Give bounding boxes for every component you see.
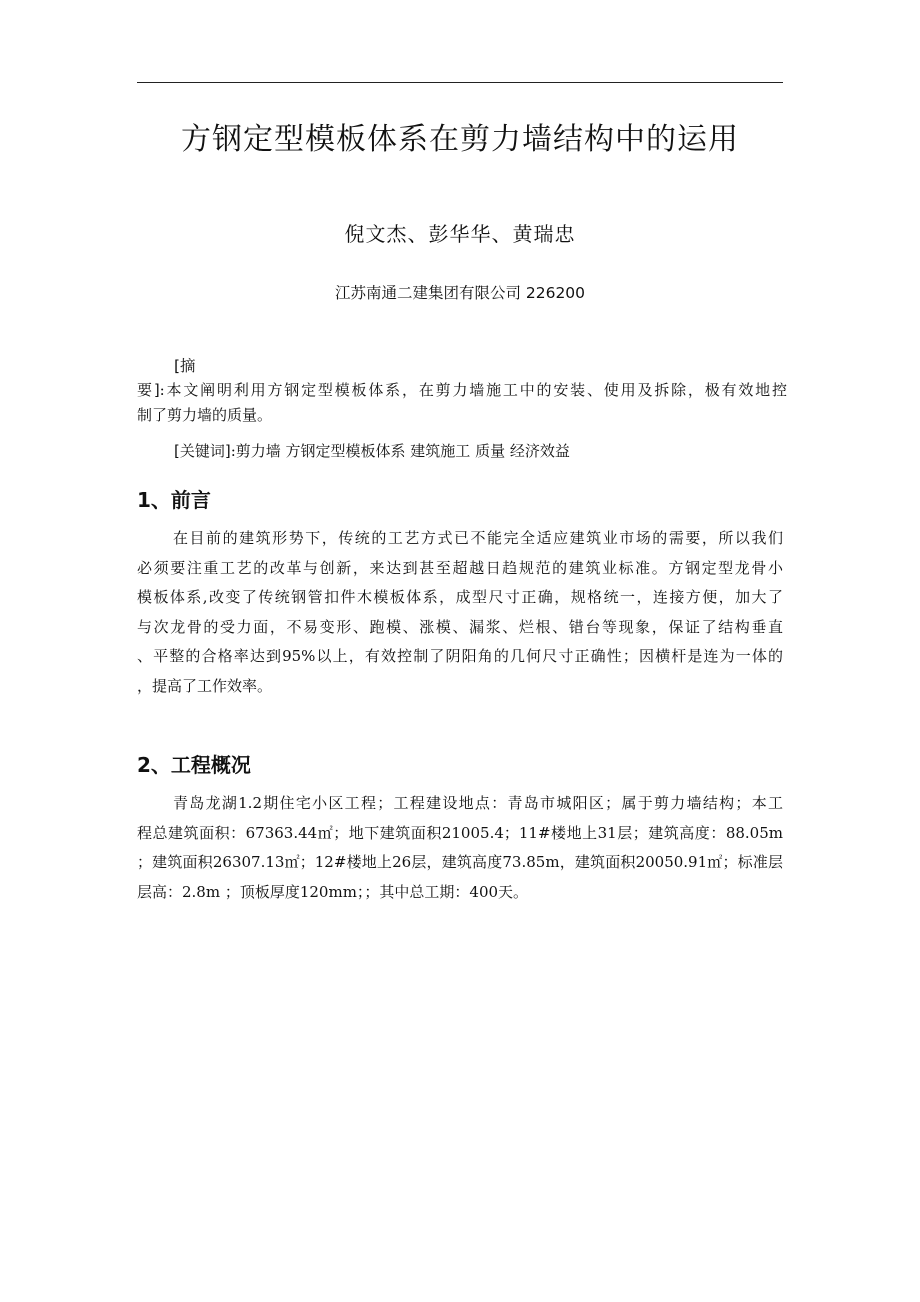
- paragraph-line: 层高：2.8m ；顶板厚度120mm；；其中总工期：400天。: [137, 882, 529, 901]
- paper-title: 方钢定型模板体系在剪力墙结构中的运用: [181, 122, 739, 157]
- keywords: [174, 440, 570, 461]
- paragraph-line: 青岛龙湖1.2期住宅小区工程；工程建设地点：青岛市城阳区；属于剪力墙结构；本工: [173, 794, 783, 812]
- abstract-line: [137, 378, 787, 403]
- paragraph-line: 必须要注重工艺的改革与创新，来达到甚至超越日趋规范的建筑业标准。方钢定型龙骨小: [137, 558, 783, 577]
- section-heading-overview: 2、工程概况: [137, 753, 251, 777]
- paragraph-line: 与次龙骨的受力面，不易变形、跑模、涨模、漏浆、烂根、错台等现象，保证了结构垂直: [137, 617, 783, 636]
- keywords-text: :剪力墙 方钢定型模板体系 建筑施工 质量 经济效益: [230, 442, 570, 460]
- abstract-label-start: [摘: [174, 357, 196, 375]
- header-rule: [137, 82, 783, 83]
- paragraph-line: 在目前的建筑形势下，传统的工艺方式已不能完全适应建筑业市场的需要，所以我们: [173, 529, 783, 547]
- affiliation: 江苏南通二建集团有限公司 226200: [334, 284, 586, 302]
- abstract-line: 制了剪力墙的质量。: [137, 406, 273, 424]
- paragraph-line: 模板体系,改变了传统钢管扣件木模板体系，成型尺寸正确，规格统一，连接方便，加大了: [137, 588, 783, 606]
- abstract-body: [137, 378, 787, 428]
- paragraph-line: ；建筑面积26307.13㎡；12#楼地上26层，建筑高度73.85m，建筑面积20050.91㎡；标准层: [137, 853, 783, 871]
- section-body-intro: [137, 524, 783, 701]
- paragraph-line: ，提高了工作效率。: [137, 676, 273, 695]
- author-list: 倪文杰、彭华华、黄瑞忠: [344, 222, 576, 246]
- keywords-label: [关键词]: [174, 442, 231, 460]
- paragraph-line: 、平整的合格率达到95%以上，有效控制了阴阳角的几何尺寸正确性；因横杆是连为一体的: [137, 647, 783, 665]
- paragraph-line: 程总建筑面积：67363.44㎡；地下建筑面积21005.4；11#楼地上31层；建筑高度：88.05m: [137, 823, 783, 842]
- abstract-text: :本文阐明利用方钢定型模板体系，在剪力墙施工中的安装、使用及拆除，极有效地控: [159, 381, 787, 399]
- abstract-label-end: 要]: [137, 381, 160, 399]
- section-heading-intro: 1、前言: [137, 488, 211, 512]
- section-body-overview: [137, 789, 783, 907]
